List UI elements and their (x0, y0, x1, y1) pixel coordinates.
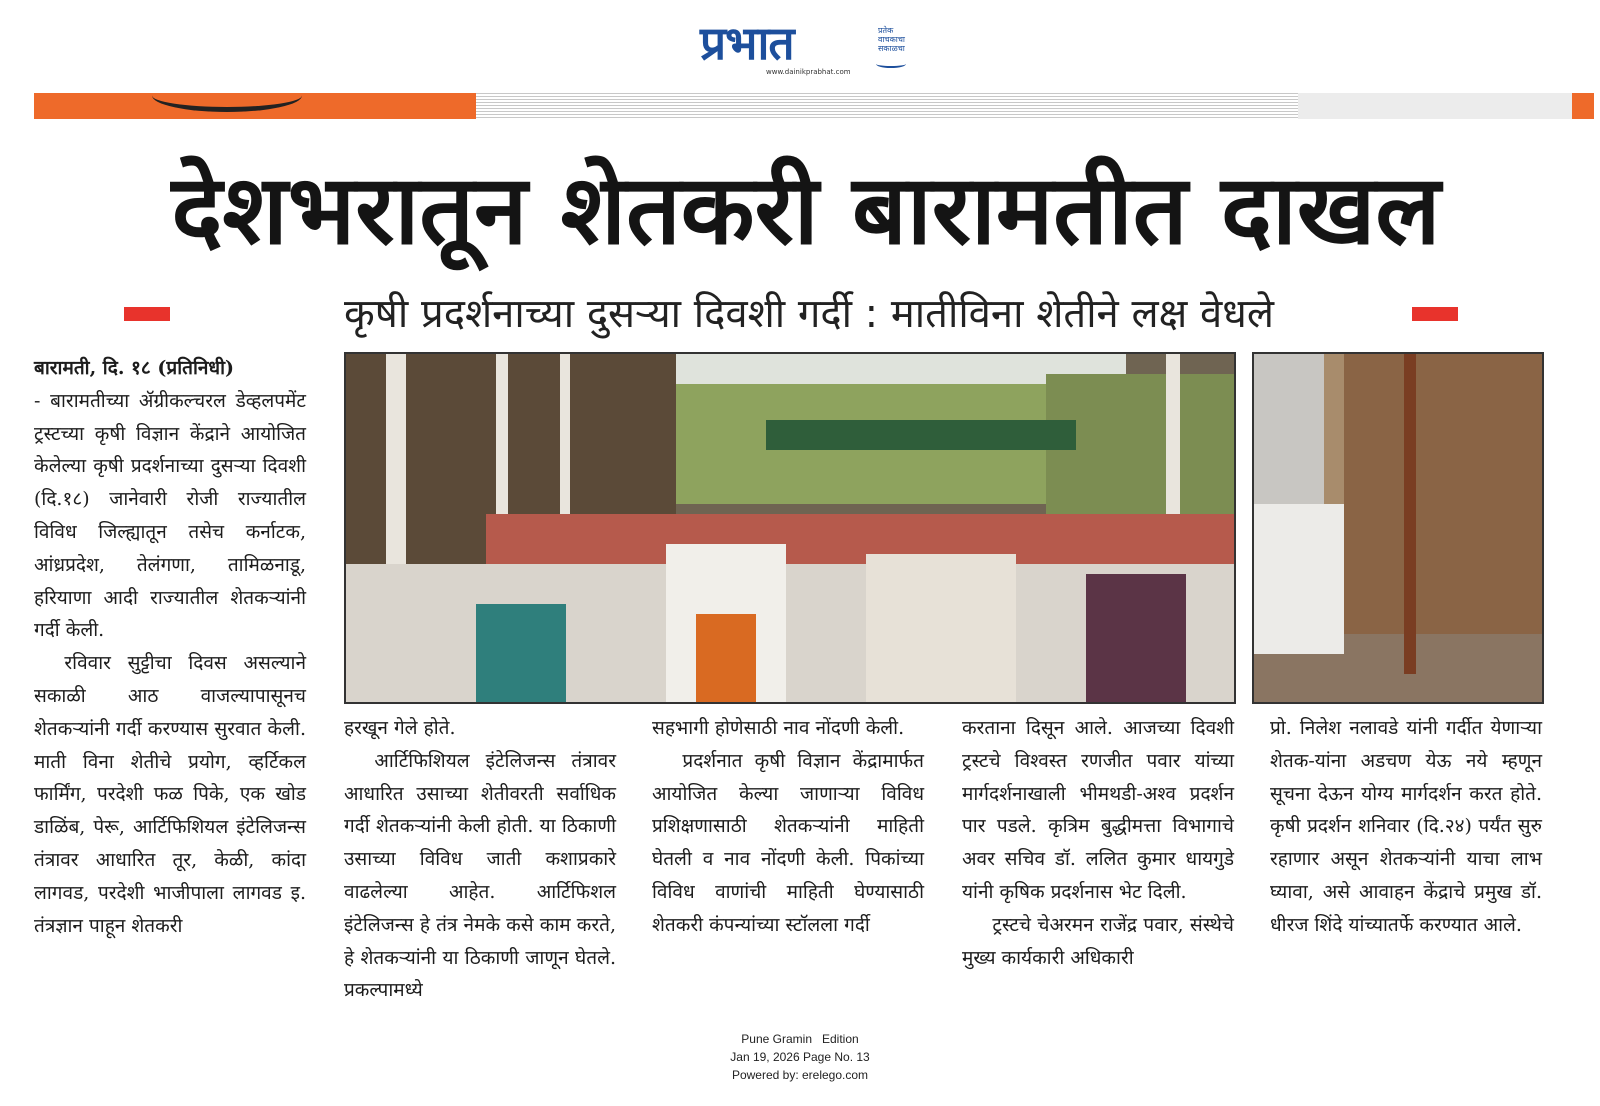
divider-orange-cap (1572, 93, 1594, 119)
article-column-1 (34, 352, 306, 942)
article-dateline: बारामती, दि. १८ (प्रतिनिधी) (34, 357, 235, 379)
column-4-paragraph-2: ट्रस्टचे चेअरमन राजेंद्र पवार, संस्थेचे मुख्य कार्यकारी अधिकारी (962, 913, 1234, 969)
sugarcane-display-photo (1252, 352, 1544, 704)
logo-wordmark: प्रभात (700, 16, 794, 70)
article-subheadline: कृषी प्रदर्शनाच्या दुसऱ्या दिवशी गर्दी : मातीविना शेतीने लक्ष वेधले (344, 291, 1274, 337)
logo-url: www.dainikprabhat.com (766, 68, 851, 76)
article-column-2 (344, 712, 616, 1007)
column-3-paragraph-1: सहभागी होणेसाठी नाव नोंदणी केली. (652, 717, 905, 739)
column-1-paragraph-2: रविवार सुट्टीचा दिवस असल्याने सकाळी आठ वाजल्यापासूनच शेतकऱ्यांनी गर्दी करण्यास सुरवात केली. माती विना शेतीचे प्रयोग, व्हर्टिकल फार्मिंग, परदेशी फळ पिके, एक खोड डाळिंब, पेरू, आर्टिफिशियल इंटेलिजन्स तंत्रावर आधारित तूर, केळी, कांदा लागवड, परदेशी भाजीपाला लागवड इ. तंत्रज्ञान पाहून शेतकरी (34, 652, 306, 937)
column-3-paragraph-2: प्रदर्शनात कृषी विज्ञान केंद्रामार्फत आयोजित केल्या जाणाऱ्या विविध प्रशिक्षणासाठी शेतकऱ्यांनी माहिती घेतली व नाव नोंदणी केली. पिकांच्या विविध वाणांची माहिती घेण्यासाठी शेतकरी कंपन्यांच्या स्टॉलला गर्दी (652, 749, 924, 936)
column-4-paragraph-1: करताना दिसून आले. आजच्या दिवशी ट्रस्टचे विश्वस्त रणजीत पवार यांच्या मार्गदर्शनाखाली भीमथडी-अश्व प्रदर्शन पार पडले. कृत्रिम बुद्धीमत्ता विभागाचे अवर सचिव डॉ. ललित कुमार धायगुडे यांनी कृषिक प्रदर्शनास भेट दिली. (962, 717, 1234, 903)
column-5-paragraph-1: प्रो. निलेश नलावडे यांनी गर्दीत येणाऱ्या शेतक-यांना अडचण येऊ नये म्हणून सूचना देऊन योग्य मार्गदर्शन करत होते. कृषी प्रदर्शन शनिवार (दि.२४) पर्यंत सुरु रहाणार असून शेतकऱ्यांनी याचा लाभ घ्यावा, असे आवाहन केंद्राचे प्रमुख डॉ. धीरज शिंदे यांच्यातर्फे करण्यात आले. (1270, 717, 1542, 936)
article-column-4 (962, 712, 1234, 974)
subhead-dash-right (1412, 307, 1458, 321)
subhead-dash-left (124, 307, 170, 321)
article-column-5 (1270, 712, 1542, 942)
logo-tagline: प्रतेक वाचकाचा सकाळचा (878, 26, 905, 53)
edition-date-page: Jan 19, 2026 Page No. 13 (730, 1050, 870, 1064)
article-subheadline-row (124, 286, 1494, 342)
newspaper-logo (700, 18, 910, 80)
divider-curve (152, 79, 302, 112)
column-2-paragraph-2: आर्टिफिशियल इंटेलिजन्स तंत्रावर आधारित उसाच्या शेतीवरती सर्वाधिक गर्दी शेतकऱ्यांनी केली होती. या ठिकाणी उसाच्या विविध जाती कशाप्रकारे वाढलेल्या आहेत. आर्टिफिशल इंटेलिजन्स हे तंत्र नेमके कसे काम करते, हे शेतकऱ्यांनी या ठिकाणी जाणून घेतले. प्रकल्पामध्ये (344, 749, 616, 1002)
article-column-3 (652, 712, 924, 942)
powered-by: Powered by: erelego.com (731, 1068, 869, 1082)
edition-name: Pune Gramin Edition (741, 1032, 859, 1046)
exhibition-crowd-photo (344, 352, 1236, 704)
divider-grey-block (1298, 93, 1572, 119)
column-1-paragraph-1: - बारामतीच्या ॲग्रीकल्चरल डेव्हलपमेंट ट्रस्टच्या कृषी विज्ञान केंद्राने आयोजित केलेल्या कृषी प्रदर्शनाच्या दुसऱ्या दिवशी (दि.१८) जानेवारी रोजी राज्यातील विविध जिल्ह्यातून तसेच कर्नाटक, आंध्रप्रदेश, तेलंगणा, तामिळनाडू, हरियाणा आदी राज्यातील शेतकऱ्यांनी गर्दी केली. (34, 389, 306, 642)
logo-swoosh-icon (876, 60, 906, 68)
column-2-paragraph-1: हरखून गेले होते. (344, 717, 456, 739)
section-divider-bar (34, 93, 1578, 119)
divider-striped-block (476, 93, 1298, 119)
edition-footer (600, 1030, 1000, 1084)
article-headline: देशभरातून शेतकरी बारामतीत दाखल (171, 154, 1441, 266)
